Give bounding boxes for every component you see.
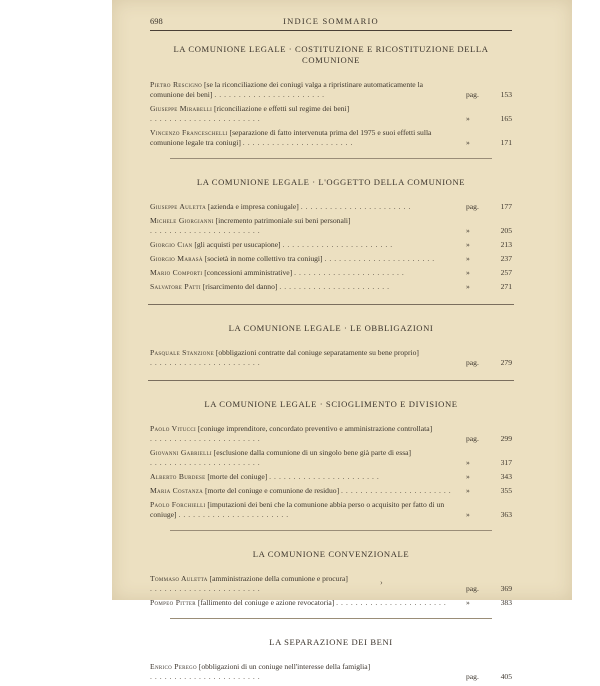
entry-description: [riconciliazione e effetti sul regime dei beni] <box>213 104 350 113</box>
entry-description: [risarcimento del danno] <box>202 282 278 291</box>
leader-dots: ....................... <box>150 672 263 681</box>
page-abbrev: » <box>466 114 470 123</box>
section-title: LA COMUNIONE LEGALE · COSTITUZIONE E RICOSTITUZIONE DELLA COMUNIONE <box>173 44 489 65</box>
page-reference <box>458 510 512 520</box>
page-reference <box>458 254 512 264</box>
entry-page-number: 213 <box>500 240 512 249</box>
entry-description: [obbligazioni contratte dal coniuge separatamente su bene proprio] <box>215 348 419 357</box>
page-reference <box>458 268 512 278</box>
page-abbrev: pag. <box>466 672 479 681</box>
leader-dots: ....................... <box>150 458 263 467</box>
entry-page-number: 317 <box>500 458 512 467</box>
entry-author: Vincenzo Franceschelli <box>150 128 228 137</box>
page-reference <box>458 226 512 236</box>
entry-author: Tommaso Auletta <box>150 574 208 583</box>
entry-page-number: 153 <box>500 90 512 99</box>
section-divider <box>170 158 492 159</box>
entry-author: Pompeo Pitter <box>150 598 196 607</box>
page-reference <box>458 202 512 212</box>
entry-description: [separazione di fatto intervenuta prima del 1975 e suoi effetti sulla comunione legale tra coniugi] <box>150 128 432 147</box>
running-title: INDICE SOMMARIO <box>283 16 379 26</box>
toc-entry <box>150 448 512 468</box>
page-reference <box>458 584 512 594</box>
entry-page-number: 405 <box>500 672 512 681</box>
entry-page-number: 279 <box>500 358 512 367</box>
entry-author: Giuseppe Auletta <box>150 202 207 211</box>
entry-author: Mario Comporti <box>150 268 203 277</box>
entry-page-number: 205 <box>500 226 512 235</box>
section-divider <box>148 380 514 381</box>
leader-dots: ....................... <box>324 254 438 263</box>
toc-entry <box>150 486 512 496</box>
entry-list <box>150 80 512 148</box>
entry-page-number: 271 <box>500 282 512 291</box>
entry-author: Salvatore Patti <box>150 282 201 291</box>
toc-entry <box>150 472 512 482</box>
page-abbrev: pag. <box>466 90 479 99</box>
entry-author: Maria Costanza <box>150 486 204 495</box>
entry-author: Giorgio Cian <box>150 240 193 249</box>
entry-list <box>150 348 512 368</box>
section-title: LA COMUNIONE LEGALE · L'OGGETTO DELLA COMUNIONE <box>196 177 466 187</box>
leader-dots: ....................... <box>300 202 414 211</box>
section-title: LA COMUNIONE LEGALE · LE OBBLIGAZIONI <box>228 323 434 333</box>
page-turn-mark: › <box>380 578 383 587</box>
entry-page-number: 363 <box>500 510 512 519</box>
page-reference <box>458 472 512 482</box>
page-abbrev: » <box>466 282 470 291</box>
page-abbrev: » <box>466 268 470 277</box>
toc-entry <box>150 500 512 520</box>
section-title: LA SEPARAZIONE DEI BENI <box>269 637 393 647</box>
leader-dots: ....................... <box>150 226 263 235</box>
page-reference <box>458 282 512 292</box>
page-reference <box>458 486 512 496</box>
entry-description: [se la riconciliazione dei coniugi valga a ripristinare automaticamente la comunione dei beni] <box>150 80 424 99</box>
entry-page-number: 237 <box>500 254 512 263</box>
toc-entry <box>150 662 512 682</box>
leader-dots: ....................... <box>269 472 382 481</box>
leader-dots: ....................... <box>341 486 454 495</box>
page-reference <box>458 358 512 368</box>
entry-author: Paolo Vitucci <box>150 424 196 433</box>
toc-entry <box>150 424 512 444</box>
entry-page-number: 257 <box>500 268 512 277</box>
page-abbrev: » <box>466 138 470 147</box>
section-title: LA COMUNIONE CONVENZIONALE <box>252 549 410 559</box>
section-divider <box>170 530 492 531</box>
entry-description: [amministrazione della comunione e procura] <box>209 574 348 583</box>
toc-entry <box>150 128 512 148</box>
leader-dots: ....................... <box>150 584 263 593</box>
toc-entry <box>150 254 512 264</box>
leader-dots: ....................... <box>279 282 393 291</box>
page-reference <box>458 672 512 682</box>
toc-entry <box>150 348 512 368</box>
leader-dots: ....................... <box>294 268 407 277</box>
page-abbrev: » <box>466 472 470 481</box>
entry-author: Paolo Forchielli <box>150 500 206 509</box>
entry-description: [obbligazioni di un coniuge nell'interesse della famiglia] <box>198 662 371 671</box>
page-abbrev: » <box>466 486 470 495</box>
entry-author: Giuseppe Mirabelli <box>150 104 213 113</box>
entry-description: [morte del coniuge] <box>207 472 268 481</box>
entry-list <box>150 574 512 608</box>
entry-description: [coniuge imprenditore, concordato preventivo e amministrazione controllata] <box>197 424 433 433</box>
entry-list <box>150 662 512 682</box>
toc-entry <box>150 240 512 250</box>
page-abbrev: » <box>466 458 470 467</box>
entry-page-number: 171 <box>500 138 512 147</box>
page-reference <box>458 434 512 444</box>
entry-page-number: 355 <box>500 486 512 495</box>
entry-description: [gli acquisti per usucapione] <box>194 240 281 249</box>
page-reference <box>458 90 512 100</box>
leader-dots: ....................... <box>336 598 449 607</box>
leader-dots: ....................... <box>150 358 263 367</box>
entry-page-number: 299 <box>500 434 512 443</box>
entry-page-number: 165 <box>500 114 512 123</box>
page-reference <box>458 458 512 468</box>
page-abbrev: pag. <box>466 202 479 211</box>
entry-author: Pasquale Stanzione <box>150 348 214 357</box>
section-divider <box>170 618 492 619</box>
section-title: LA COMUNIONE LEGALE · SCIOGLIMENTO E DIVISIONE <box>204 399 458 409</box>
toc-entry <box>150 80 512 100</box>
entry-description: [azienda e impresa coniugale] <box>207 202 299 211</box>
toc-entry <box>150 202 512 212</box>
entry-list <box>150 202 512 292</box>
entry-page-number: 383 <box>500 598 512 607</box>
page-reference <box>458 114 512 124</box>
page-reference <box>458 240 512 250</box>
entry-author: Pietro Rescigno <box>150 80 203 89</box>
entry-description: [morte del coniuge e comunione de residuo] <box>204 486 340 495</box>
entry-list <box>150 424 512 520</box>
toc-entry <box>150 104 512 124</box>
book-page <box>112 0 572 681</box>
entry-author: Michele Giorgianni <box>150 216 214 225</box>
entry-description: [incremento patrimoniale sui beni personali] <box>215 216 351 225</box>
entry-page-number: 177 <box>500 202 512 211</box>
entry-description: [imputazioni dei beni che la comunione abbia perso o acquisito per fatto di un coniuge] <box>150 500 445 519</box>
page-abbrev: pag. <box>466 584 479 593</box>
leader-dots: ....................... <box>282 240 396 249</box>
page-abbrev: » <box>466 510 470 519</box>
toc-entry <box>150 574 512 594</box>
entry-author: Giovanni Gabrielli <box>150 448 212 457</box>
leader-dots: ....................... <box>214 90 327 99</box>
toc-entry <box>150 282 512 292</box>
entry-author: Alberto Burdese <box>150 472 206 481</box>
entry-author: Giorgio Marasà <box>150 254 203 263</box>
entry-page-number: 369 <box>500 584 512 593</box>
leader-dots: ....................... <box>242 138 356 147</box>
page-abbrev: » <box>466 240 470 249</box>
entry-page-number: 343 <box>500 472 512 481</box>
entry-description: [società in nome collettivo tra coniugi] <box>204 254 323 263</box>
page-abbrev: pag. <box>466 434 479 443</box>
entry-description: [fallimento del coniuge e azione revocatoria] <box>197 598 335 607</box>
entry-description: [concessioni amministrative] <box>204 268 293 277</box>
page-abbrev: pag. <box>466 358 479 367</box>
toc-entry <box>150 216 512 236</box>
running-header <box>150 14 512 31</box>
page-number: 698 <box>150 16 163 26</box>
page-abbrev: » <box>466 598 470 607</box>
entry-description: [esclusione dalla comunione di un singolo bene già parte di essa] <box>213 448 412 457</box>
leader-dots: ....................... <box>150 434 263 443</box>
page-abbrev: » <box>466 226 470 235</box>
toc-entry <box>150 268 512 278</box>
section-divider <box>148 304 514 305</box>
page-abbrev: » <box>466 254 470 263</box>
table-of-contents <box>150 44 512 686</box>
entry-author: Enrico Perego <box>150 662 197 671</box>
leader-dots: ....................... <box>150 114 263 123</box>
leader-dots: ....................... <box>178 510 292 519</box>
page-reference <box>458 138 512 148</box>
